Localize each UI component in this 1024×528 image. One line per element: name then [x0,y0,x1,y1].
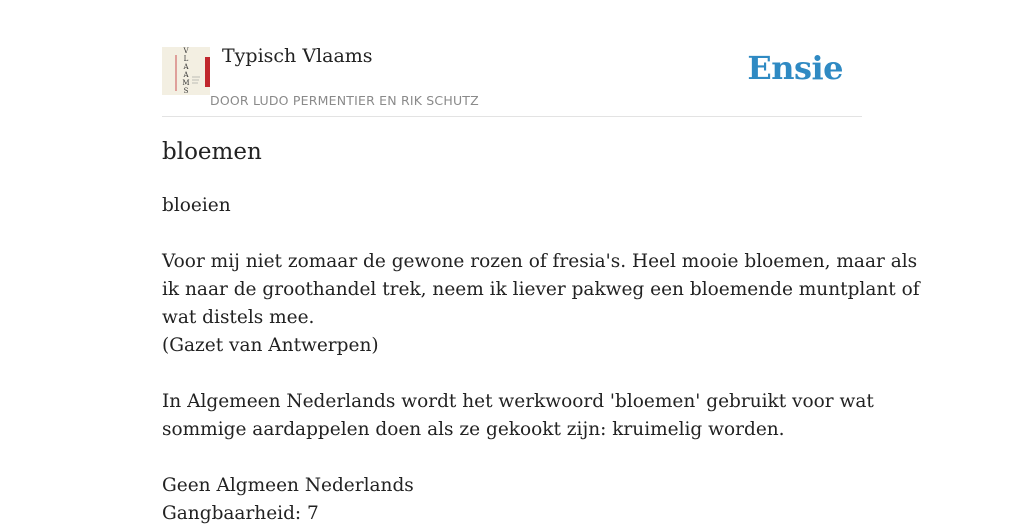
spacer [162,444,862,472]
definition-text: bloeien [162,195,231,216]
example-source: (Gazet van Antwerpen) [162,335,379,356]
entry-card [162,0,920,524]
logo-letter: A [183,71,189,79]
logo-letter: A [183,63,189,71]
meta-line: Geen Algmeen Nederlands [162,475,414,496]
entry-header [162,0,862,117]
example-line: ik naar de groothandel trek, neem ik liever pakweg een bloemende muntplant of [162,279,920,300]
meta-line: Gangbaarheid: 7 [162,503,319,524]
authors-byline: DOOR LUDO PERMENTIER EN RIK SCHUTZ [210,93,479,108]
red-spine [205,57,210,87]
logo-letter: M [182,79,190,87]
logo-letter: V [183,47,189,55]
example-line: wat distels mee. [162,307,315,328]
entry-title: bloemen [162,139,262,165]
book-logo[interactable] [162,47,210,95]
logo-letter: S [183,87,189,95]
note-line: sommige aardappelen doen als ze gekookt zijn: kruimelig worden. [162,419,785,440]
note-line: In Algemeen Nederlands wordt het werkwoord 'bloemen' gebruikt voor wat [162,391,874,412]
spacer [162,220,862,248]
site-title[interactable]: Typisch Vlaams [222,45,373,67]
spacer [162,360,862,388]
ensie-logo-link[interactable]: Ensie [747,49,843,87]
logo-letter: L [183,55,189,63]
example-line: Voor mij niet zomaar de gewone rozen of fresia's. Heel mooie bloemen, maar als [162,251,918,272]
entry-body [162,192,920,528]
book-cover-icon [162,47,210,95]
